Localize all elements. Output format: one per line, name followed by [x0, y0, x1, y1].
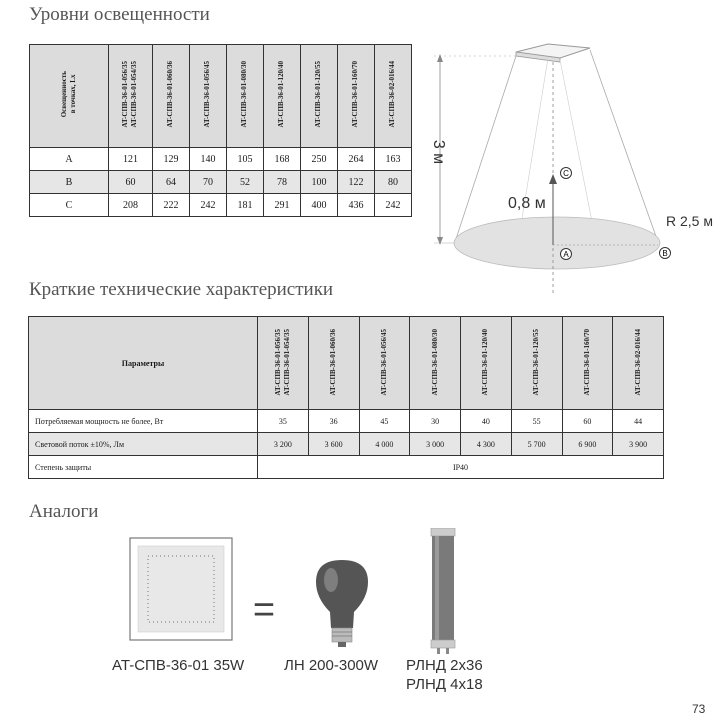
table-cell: 45: [359, 410, 410, 433]
table-cell: 181: [226, 194, 263, 217]
table-cell: 222: [152, 194, 189, 217]
table-cell: 250: [300, 148, 337, 171]
table-cell: 4 300: [461, 433, 512, 456]
table-cell: 3 000: [410, 433, 461, 456]
model-name: AT-СПВ-36-01-060/36: [166, 61, 175, 128]
height-label: 3 м: [430, 139, 447, 165]
radius-label: R 2,5 м: [666, 213, 713, 229]
arrow-head: [437, 237, 443, 245]
panel-icon: [130, 538, 232, 640]
model-column-header: [152, 45, 189, 148]
model-column-header: [109, 45, 153, 148]
table-cell: 168: [263, 148, 300, 171]
table-cell: 163: [374, 148, 411, 171]
specs-table: [28, 316, 664, 479]
table-cell: 264: [337, 148, 374, 171]
table-cell: 400: [300, 194, 337, 217]
model-column-header: [263, 45, 300, 148]
specs-header-row: [29, 317, 664, 410]
table-cell: 140: [189, 148, 226, 171]
illumination-title: Уровни освещенности: [29, 4, 210, 25]
row-label: Степень защиты: [29, 456, 258, 479]
table-cell: 105: [226, 148, 263, 171]
model-name: AT-СПВ-36-01-120/55: [314, 61, 323, 128]
illumination-table: [29, 44, 412, 217]
model-name: AT-СПВ-36-01-120/40: [481, 328, 490, 396]
model-name: AT-СПВ-36-01-054/35: [282, 328, 291, 396]
illumination-corner-header: [30, 45, 109, 148]
table-cell: 291: [263, 194, 300, 217]
table-row: [29, 433, 664, 456]
model-name: AT-СПВ-36-01-120/40: [277, 61, 286, 128]
model-name: AT-СПВ-36-01-054/35: [130, 61, 139, 128]
table-cell: 35: [258, 410, 309, 433]
model-name: AT-СПВ-36-01-080/30: [240, 61, 249, 128]
model-column-header: [410, 317, 461, 410]
table-cell: 5 700: [511, 433, 562, 456]
table-cell: 3 200: [258, 433, 309, 456]
table-row: [30, 194, 412, 217]
table-cell: 121: [109, 148, 153, 171]
point-b-label: B: [662, 249, 668, 258]
table-cell: IP40: [258, 456, 664, 479]
table-row: [30, 148, 412, 171]
tube-icon: [431, 528, 455, 654]
corner-header-line: в точках, Lx: [69, 75, 77, 114]
table-cell: 242: [374, 194, 411, 217]
model-column-header: [337, 45, 374, 148]
model-name: AT-СПВ-36-01-080/30: [430, 328, 439, 396]
table-cell: 100: [300, 171, 337, 194]
model-name: AT-СПВ-36-01-160/70: [351, 61, 360, 128]
model-column-header: [300, 45, 337, 148]
model-name: AT-СПВ-36-02-016/44: [388, 61, 397, 128]
model-name: AT-СПВ-36-01-120/55: [532, 328, 541, 396]
model-column-header: [613, 317, 664, 410]
table-cell: 55: [511, 410, 562, 433]
model-column-header: [511, 317, 562, 410]
table-cell: 242: [189, 194, 226, 217]
bulb-icon: [316, 560, 368, 647]
model-column-header: [562, 317, 613, 410]
model-name: AT-СПВ-36-01-056/35: [121, 61, 130, 128]
distance-label: 0,8 м: [508, 195, 546, 212]
row-label: A: [30, 148, 109, 171]
model-column-header: [374, 45, 411, 148]
row-label: B: [30, 171, 109, 194]
point-c-label: C: [563, 169, 569, 178]
table-cell: 60: [562, 410, 613, 433]
light-cone-diagram: [420, 40, 720, 295]
panel-caption: AT-СПВ-36-01 35W: [112, 657, 245, 674]
row-label: C: [30, 194, 109, 217]
illumination-header-row: [30, 45, 412, 148]
table-cell: 3 600: [308, 433, 359, 456]
table-cell: 78: [263, 171, 300, 194]
model-column-header: [189, 45, 226, 148]
param-header: Параметры: [29, 317, 258, 410]
tube-caption-2: РЛНД 4x18: [406, 676, 483, 693]
tube-caption-1: РЛНД 2x36: [406, 657, 483, 674]
illuminated-area: [454, 217, 660, 269]
cone-line: [590, 50, 658, 242]
bulb-caption: ЛН 200-300W: [284, 657, 379, 674]
model-name: AT-СПВ-36-01-056/45: [379, 328, 388, 396]
table-cell: 60: [109, 171, 153, 194]
cone-line: [455, 56, 516, 242]
point-a-label: A: [563, 250, 569, 259]
page-number: 73: [692, 702, 706, 716]
analogs-title: Аналоги: [29, 501, 99, 522]
table-cell: 436: [337, 194, 374, 217]
table-cell: 3 900: [613, 433, 664, 456]
table-cell: 6 900: [562, 433, 613, 456]
model-name: AT-СПВ-36-01-160/70: [582, 328, 591, 396]
table-cell: 40: [461, 410, 512, 433]
model-column-header: [359, 317, 410, 410]
table-cell: 64: [152, 171, 189, 194]
row-label: Световой поток ±10%, Лм: [29, 433, 258, 456]
table-cell: 70: [189, 171, 226, 194]
table-cell: 129: [152, 148, 189, 171]
table-cell: 30: [410, 410, 461, 433]
table-cell: 122: [337, 171, 374, 194]
table-row: [29, 410, 664, 433]
arrow-head: [549, 174, 557, 184]
table-row: [29, 456, 664, 479]
model-name: AT-СПВ-36-01-060/36: [329, 328, 338, 396]
table-cell: 52: [226, 171, 263, 194]
model-column-header: [461, 317, 512, 410]
table-cell: 208: [109, 194, 153, 217]
corner-header-line: Освещенность: [60, 71, 68, 118]
analogs-illustration: [128, 528, 498, 656]
row-label: Потребляемая мощность не более, Вт: [29, 410, 258, 433]
table-row: [30, 171, 412, 194]
table-cell: 4 000: [359, 433, 410, 456]
model-column-header: [226, 45, 263, 148]
table-cell: 36: [308, 410, 359, 433]
table-cell: 80: [374, 171, 411, 194]
table-cell: 44: [613, 410, 664, 433]
model-column-header: [258, 317, 309, 410]
specs-title: Краткие технические характеристики: [29, 279, 334, 300]
arrow-head: [437, 54, 443, 62]
model-name: AT-СПВ-36-02-016/44: [633, 328, 642, 396]
model-name: AT-СПВ-36-01-056/45: [203, 61, 212, 128]
equals-sign: =: [252, 589, 276, 631]
model-column-header: [308, 317, 359, 410]
model-name: AT-СПВ-36-01-056/35: [273, 328, 282, 396]
